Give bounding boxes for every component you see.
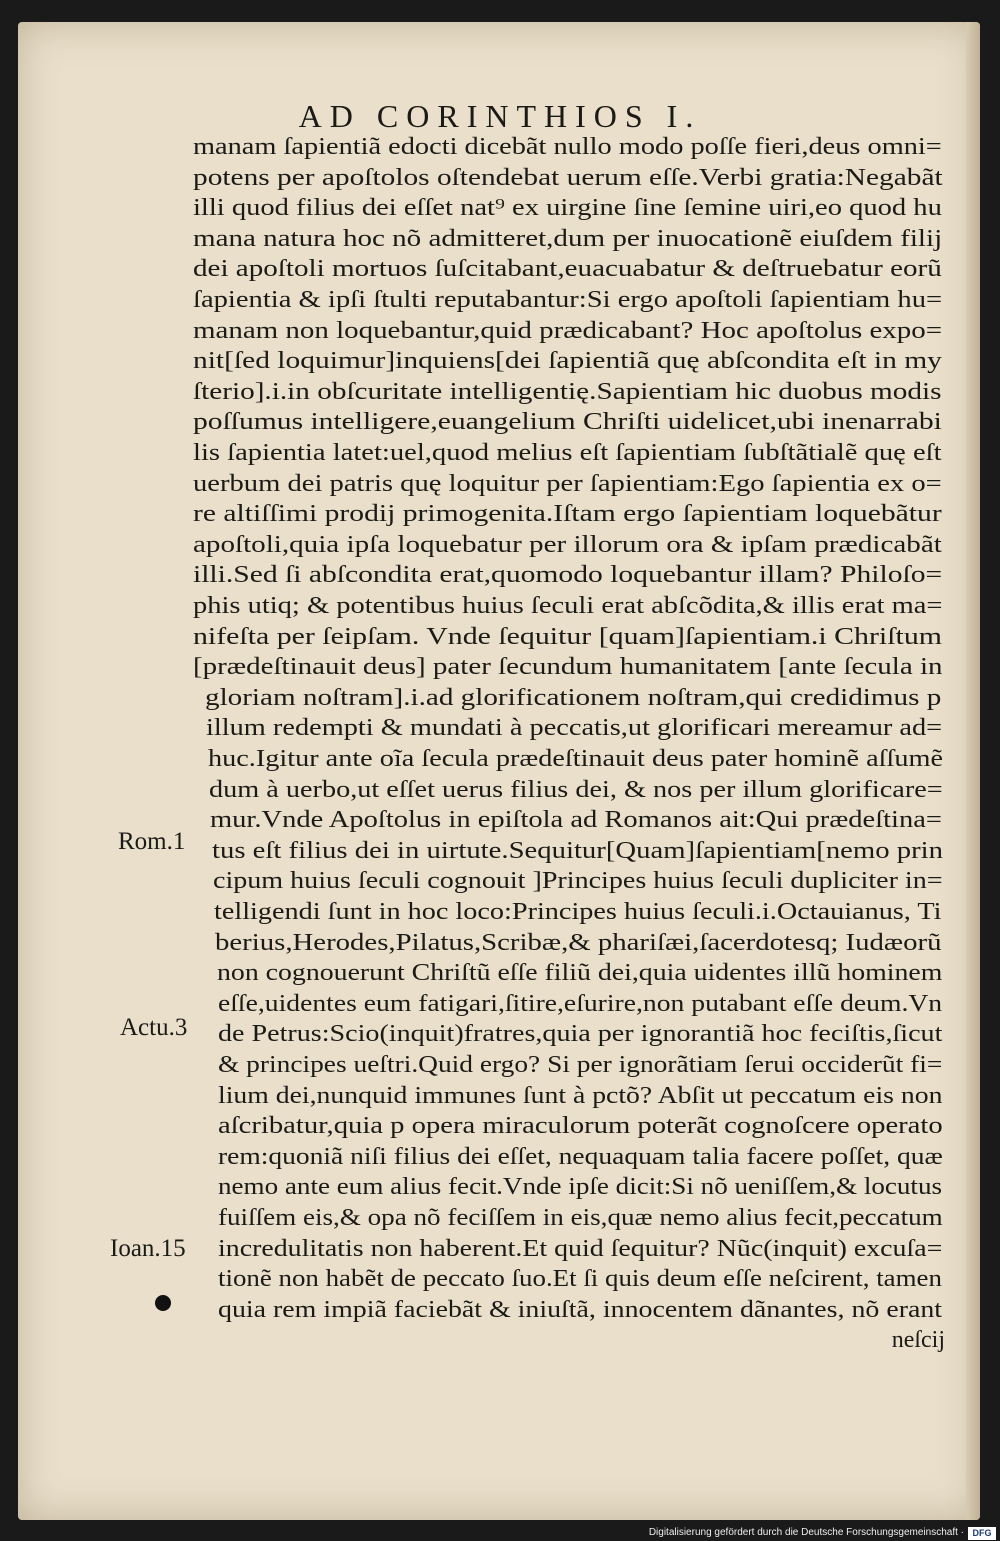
text-line: fuiſſem eis,& opa nõ feciſſem in eis,quæ nemo alius fecit,peccatum — [218, 1205, 943, 1231]
text-line: incredulitatis non haberent.Et quid ſequitur? Nũc(inquit) excuſa= — [218, 1235, 943, 1262]
text-line: cipum huius ſeculi cognouit ]Principes huius ſeculi dupliciter in= — [212, 868, 943, 895]
text-line: dei apoſtoli mortuos ſuſcitabant,euacuabatur & deſtruebatur eorũ — [193, 256, 942, 283]
text-line: lium dei,nunquid immunes ſunt à pctõ? Abſit ut peccatum eis non — [218, 1082, 943, 1109]
page-edge — [966, 22, 980, 1520]
running-header: AD CORINTHIOS I. — [298, 98, 702, 134]
margin-note-rom: Rom.1 — [118, 828, 186, 855]
text-line: illum redempti & mundati à peccatis,ut glorificari mereamur ad= — [206, 715, 943, 742]
margin-note-actu: Actu.3 — [120, 1014, 188, 1041]
text-line: nemo ante eum alius fecit.Vnde ipſe dicit:Si nõ ueniſſem,& locutus — [218, 1174, 943, 1201]
text-line: illi.Sed ſi abſcondita erat,quomodo loquebantur illam? Philoſo= — [193, 562, 943, 589]
text-line: ſterio].i.in obſcuritate intelligentię.Sapientiam hic duobus modis — [193, 378, 942, 405]
text-line: & principes ueſtri.Quid ergo? Si per ignorãtiam ſerui occiderũt fi= — [218, 1052, 943, 1078]
text-line: manam non loquebantur,quid prædicabant? Hoc apoſtolus expo= — [193, 317, 943, 344]
text-line: rem:quoniã niſi filius dei eſſet, nequaquam talia facere poſſet, quæ — [218, 1143, 943, 1170]
text-line: ſapientia & ipſi ſtulti reputabantur:Si ergo apoſtoli ſapientiam hu= — [193, 287, 943, 313]
footer-credit: Digitalisierung gefördert durch die Deutsche Forschungsgemeinschaft · — [648, 1527, 964, 1538]
text-line: phis utiq; & potentibus huius ſeculi erat abſcõdita,& illis erat ma= — [193, 593, 943, 619]
text-line: lis ſapientia latet:uel,quod melius eſt ſapientiam ſubſtãtialẽ quę eſt — [193, 440, 942, 466]
text-line: tus eſt filius dei in uirtute.Sequitur[Quam]ſapientiam[nemo prin — [211, 837, 943, 864]
text-line: tionẽ non habẽt de peccato ſuo.Et ſi quis deum eſſe neſcirent, tamen — [218, 1266, 942, 1293]
text-line: quia rem impiã faciebãt & iniuſtã, innocentem dãnantes, nõ erant — [218, 1296, 943, 1323]
text-line: aſcribatur,quia p opera miraculorum poterãt cognoſcere operato — [218, 1113, 943, 1140]
text-line: gloriam noſtram].i.ad glorificationem noſtram,qui credidimus p — [205, 684, 942, 711]
ink-dot — [155, 1295, 171, 1311]
text-line: huc.Igitur ante oĩa ſecula prædeſtinauit deus pater hominẽ aſſumẽ — [207, 746, 943, 772]
text-line: neſcij — [891, 1327, 945, 1354]
text-line: apoſtoli,quia ipſa loquebatur per illorum ora & ipſam prædicabãt — [193, 531, 942, 558]
text-line: eſſe,uidentes eum fatigari,ſitire,eſurire,non putabant eſſe deum.Vn — [218, 990, 943, 1017]
text-line: mur.Vnde Apoſtolus in epiſtola ad Romanos ait:Qui prædeſtina= — [210, 807, 943, 834]
text-line: de Petrus:Scio(inquit)fratres,quia per ignorantiã hoc feciſtis,ſicut — [218, 1021, 943, 1048]
text-line: [prædeſtinauit deus] pater ſecundum humanitatem [ante ſecula in — [193, 654, 943, 681]
text-line: illi quod filius dei eſſet nat⁹ ex uirgine ſine ſemine uiri,eo quod hu — [193, 195, 942, 222]
text-line: potens per apoſtolos oſtendebat uerum eſſe.Verbi gratia:Negabãt — [193, 164, 943, 191]
text-line: non cognouerunt Chriſtũ eſſe filiũ dei,quia uidentes illũ hominem — [216, 960, 943, 987]
text-line: re altiſſimi prodij primogenita.Iſtam ergo ſapientiam loquebãtur — [193, 501, 942, 528]
text-line: nit[ſed loquimur]inquiens[dei ſapientiã quę abſcondita eſt in my — [193, 348, 942, 375]
text-line: mana natura hoc nõ admitteret,dum per inuocationẽ eiuſdem filij — [193, 225, 943, 252]
text-line: dum à uerbo,ut eſſet uerus filius dei, & nos per illum glorificare= — [208, 776, 943, 803]
text-line: telligendi ſunt in hoc loco:Principes huius ſeculi.i.Octauianus, Ti — [214, 899, 942, 925]
text-line: nifeſta per ſeipſam. Vnde ſequitur [quam]ſapientiam.i Chriſtum — [193, 623, 942, 650]
dfg-logo: DFG — [968, 1527, 996, 1540]
margin-note-ioan: Ioan.15 — [110, 1235, 186, 1262]
text-line: manam ſapientiã edocti dicebãt nullo modo poſſe fieri,deus omni= — [193, 134, 942, 160]
text-line: berius,Herodes,Pilatus,Scribæ,& phariſæi,ſacerdotesq; Iudæorũ — [215, 929, 942, 956]
text-line: uerbum dei patris quę loquitur per ſapientiam:Ego ſapientia ex o= — [193, 470, 942, 497]
text-line: poſſumus intelligere,euangelium Chriſti uidelicet,ubi inenarrabi — [193, 409, 942, 436]
